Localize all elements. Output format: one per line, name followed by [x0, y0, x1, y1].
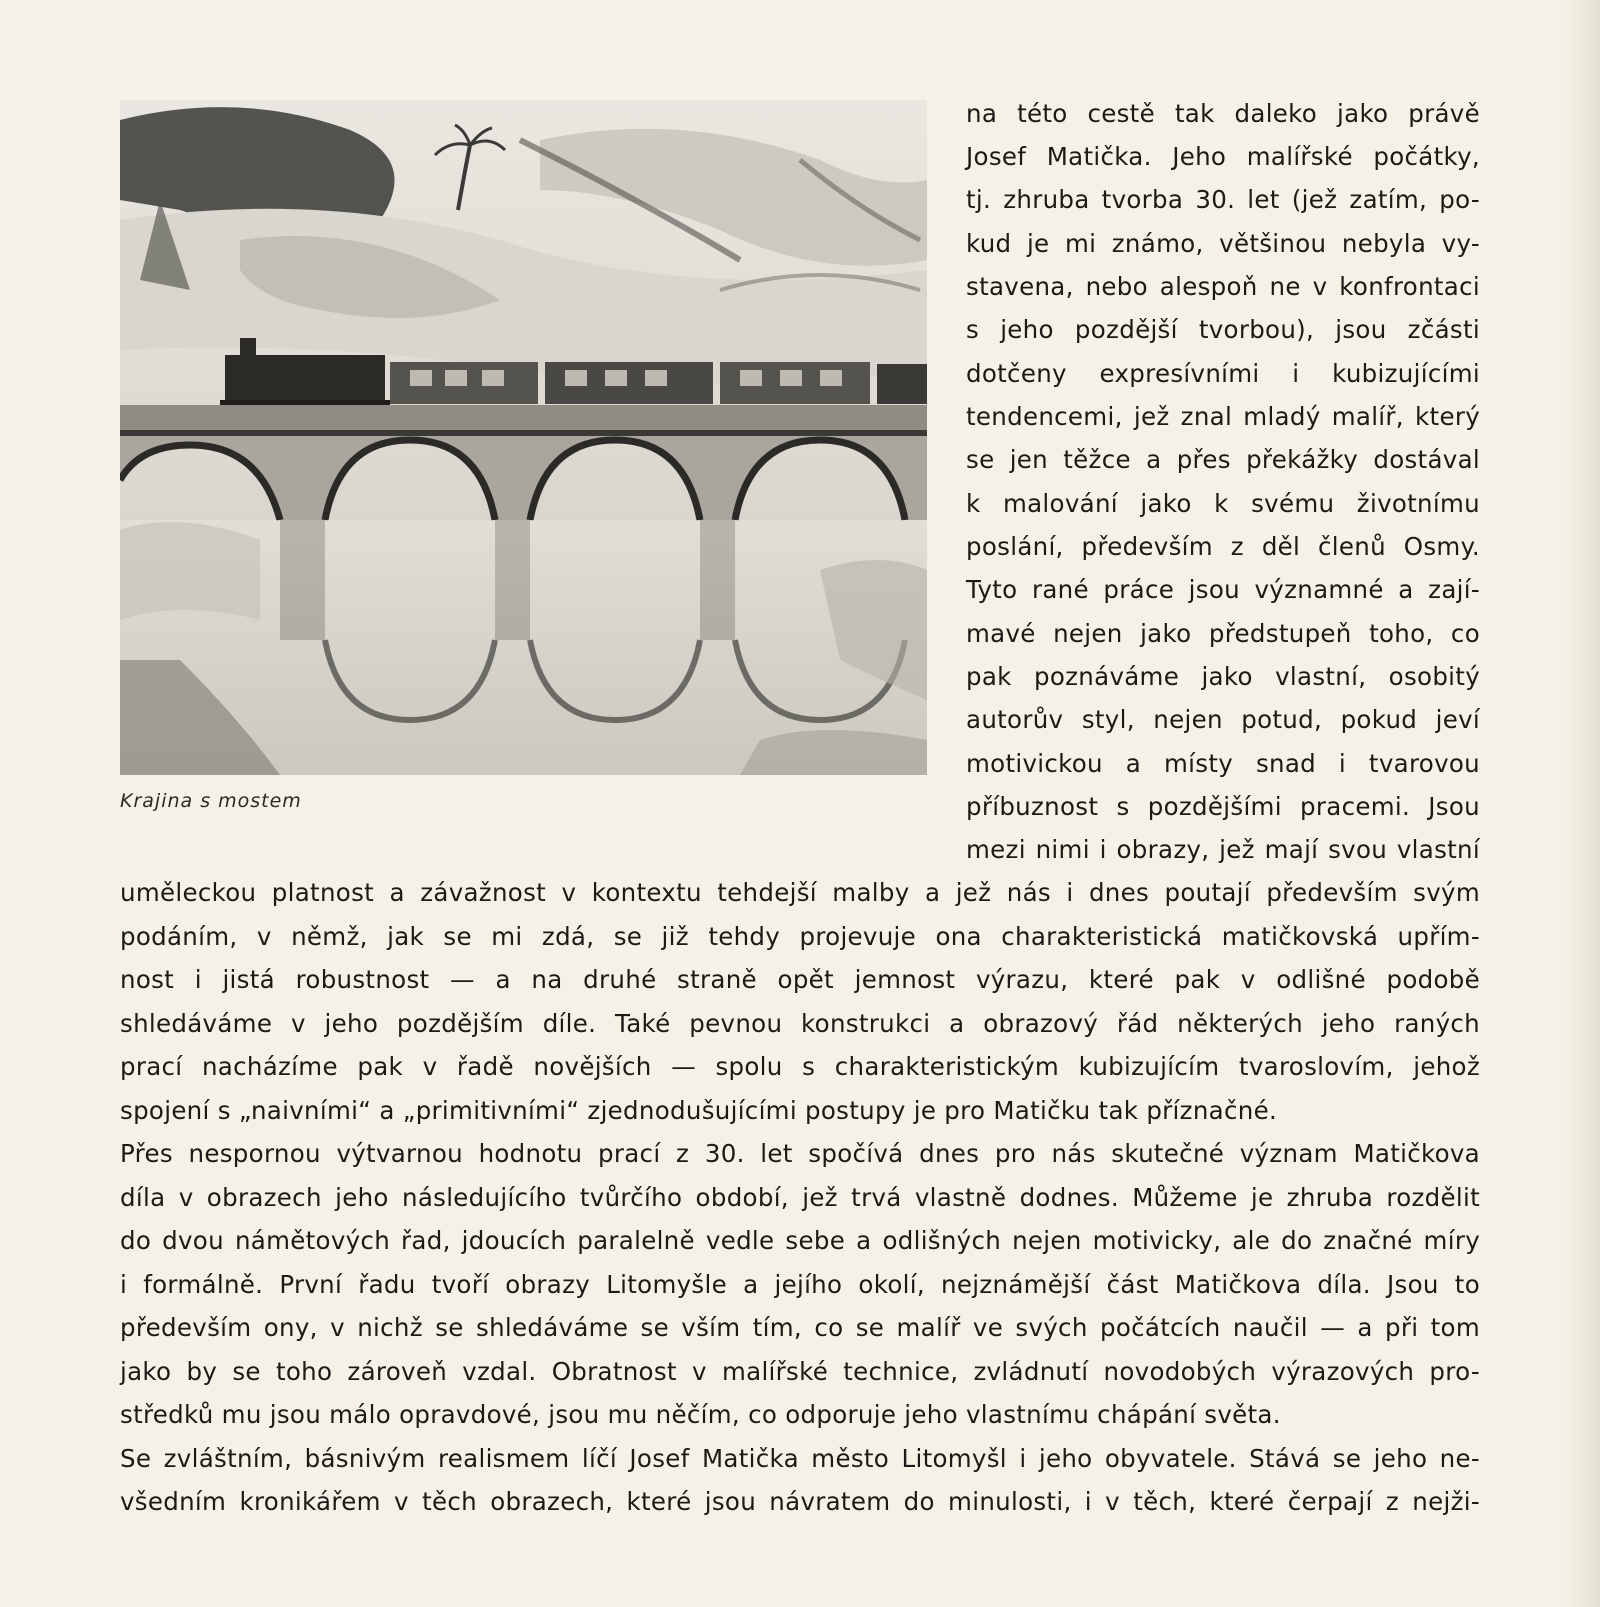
figure-caption: Krajina s mostem [120, 790, 302, 812]
right-column-line: s jeho pozdější tvorbou), jsou zčásti [966, 315, 1480, 344]
body-text-line: jako by se toho zároveň vzdal. Obratnost v malířské technice, zvládnutí novodobých výrazových pro- [120, 1356, 1480, 1386]
right-column-line: kud je mi známo, většinou nebyla vy- [966, 229, 1480, 258]
right-column-line: k malování jako k svému životnímu [966, 489, 1480, 518]
body-text-line: prací nacházíme pak v řadě novějších — spolu s charakteristickým kubizujícím tvaroslovím, jehož [120, 1052, 1480, 1081]
body-text-line: podáním, v němž, jak se mi zdá, se již tehdy projevuje ona charakteristická matičkovská upřím- [120, 921, 1480, 951]
right-column-line: Josef Matička. Jeho malířské počátky, [966, 142, 1480, 171]
right-column-line: příbuznost s pozdějšími pracemi. Jsou [966, 792, 1480, 821]
right-column-line: pak poznáváme jako vlastní, osobitý [966, 662, 1480, 691]
body-text-line: nost i jistá robustnost — a na druhé straně opět jemnost výrazu, které pak v odlišné podobě [120, 965, 1480, 994]
painting-illustration [120, 100, 927, 775]
body-text-line: především ony, v nichž se shledáváme se vším tím, co se malíř ve svých počátcích naučil — a při tom [120, 1313, 1480, 1342]
right-column-line: stavena, nebo alespoň ne v konfrontaci [966, 272, 1480, 301]
right-column-line: dotčeny expresívními i kubizujícími [966, 359, 1480, 388]
right-column-line: mavé nejen jako předstupeň toho, co [966, 619, 1480, 648]
body-text-line: shledáváme v jeho pozdějším díle. Také pevnou konstrukci a obrazový řád některých jeho raných [120, 1008, 1480, 1038]
body-text-line: uměleckou platnost a závažnost v kontextu tehdejší malby a jež nás i dnes poutají především svým [120, 878, 1480, 907]
right-column-line: na této cestě tak daleko jako právě [966, 99, 1480, 128]
body-text-line: díla v obrazech jeho následujícího tvůrčího období, jež trvá vlastně dodnes. Můžeme je zhruba rozdělit [120, 1182, 1480, 1212]
body-text-line: spojení s „naivními“ a „primitivními“ zjednodušujícími postupy je pro Matičku tak příznačné. [120, 1095, 1278, 1125]
right-column-line: se jen těžce a přes překážky dostával [966, 445, 1480, 474]
right-column-line: tj. zhruba tvorba 30. let (jež zatím, po- [966, 185, 1480, 214]
body-text-line: do dvou námětových řad, jdoucích paralelně vedle sebe a odlišných nejen motivicky, ale do značné míry [120, 1226, 1480, 1255]
page-edge [1564, 0, 1600, 1607]
right-column-line: mezi nimi i obrazy, jež mají svou vlastní [966, 835, 1480, 864]
body-text-line: i formálně. První řadu tvoří obrazy Litomyšle a jejího okolí, nejznámější část Matičkova díla. Jsou to [120, 1269, 1480, 1299]
body-text-line: Přes nespornou výtvarnou hodnotu prací z 30. let spočívá dnes pro nás skutečné význam Matičkova [120, 1139, 1480, 1168]
right-column-line: motivickou a místy snad i tvarovou [966, 749, 1480, 778]
right-column-line: Tyto rané práce jsou významné a zají- [966, 575, 1480, 604]
body-text-line: všedním kronikářem v těch obrazech, které jsou návratem do minulosti, i v těch, které čerpají z nejži- [120, 1487, 1480, 1516]
body-text-line: Se zvláštním, básnivým realismem líčí Josef Matička město Litomyšl i jeho obyvatele. Stává se jeho ne- [120, 1443, 1480, 1473]
right-column-line: poslání, především z děl členů Osmy. [966, 532, 1480, 561]
right-column-line: autorův styl, nejen potud, pokud jeví [966, 705, 1480, 734]
painting-image [120, 100, 927, 775]
right-column-line: tendencemi, jež znal mladý malíř, který [966, 402, 1480, 431]
body-text-line: středků mu jsou málo opravdové, jsou mu něčím, co odporuje jeho vlastnímu chápání světa. [120, 1400, 1281, 1429]
